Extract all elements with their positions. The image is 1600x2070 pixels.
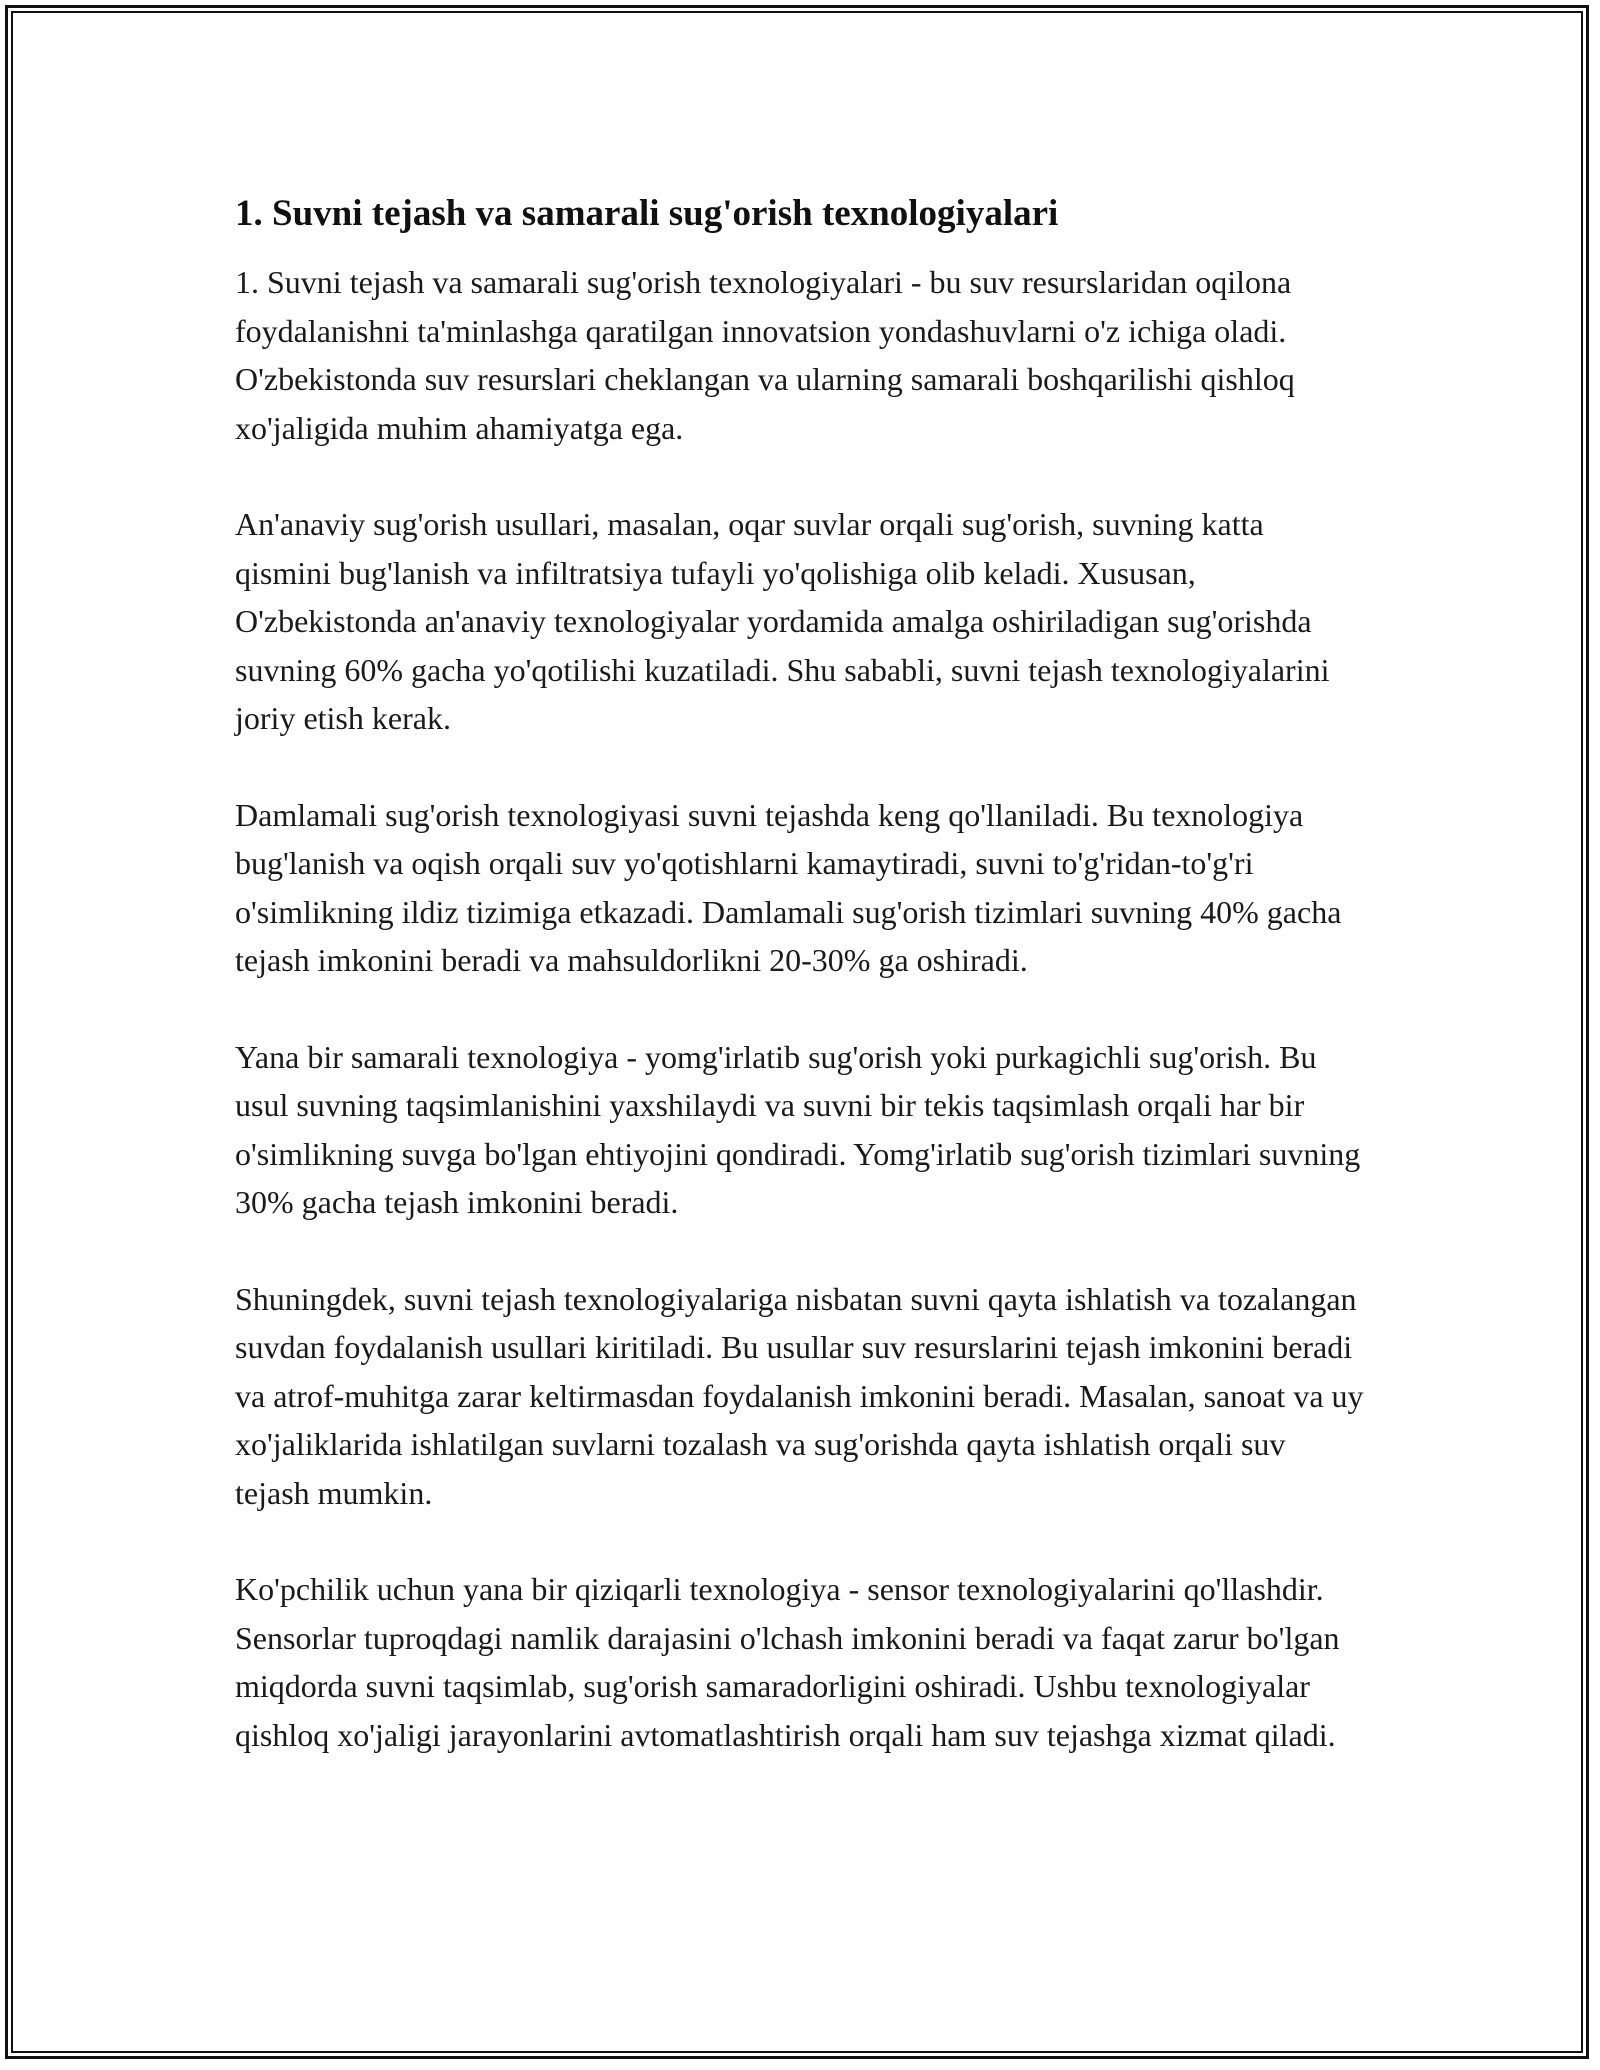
paragraph-3: Damlamali sug'orish texnologiyasi suvni tejashda keng qo'llaniladi. Bu texnologiya bug'lanish va oqish orqali suv yo'qotishlarni kamaytiradi, suvni to'g'ridan-to'g'ri o'simlikning ildiz tizimiga etkazadi. Damlamali sug'orish tizimlari suvning 40% gacha tejash imkonini beradi va mahsuldorlikni 20-30% ga oshiradi. bbox=[235, 796, 1342, 978]
paragraph-5: Shuningdek, suvni tejash texnologiyalariga nisbatan suvni qayta ishlatish va tozalangan suvdan foydalanish usullari kiritiladi. Bu usullar suv resurslarini tejash imkonini beradi va atrof-muhitga zarar keltirmasdan foydalanish imkonini beradi. Masalan, sanoat va uy xo'jaliklarida ishlatilgan suvlarni tozalash va sug'orishda qayta ishlatish orqali suv tejash mumkin. bbox=[235, 1280, 1364, 1511]
paragraph-2: An'anaviy sug'orish usullari, masalan, oqar suvlar orqali sug'orish, suvning katta qismini bug'lanish va infiltratsiya tufayli yo'qolishiga olib keladi. Xususan, O'zbekistonda an'anaviy texnologiyalar yordamida amalga oshiriladigan sug'orishda suvning 60% gacha yo'qotilishi kuzatiladi. Shu sababli, suvni tejash texnologiyalarini joriy etish kerak. bbox=[235, 506, 1330, 736]
paragraph-4: Yana bir samarali texnologiya - yomg'irlatib sug'orish yoki purkagichli sug'orish. Bu usul suvning taqsimlanishini yaxshilaydi va suvni bir tekis taqsimlash orqali har bir o'simlikning suvga bo'lgan ehtiyojini qondiradi. Yomg'irlatib sug'orish tizimlari suvning 30% gacha tejash imkonini beradi. bbox=[235, 1038, 1361, 1220]
document-body bbox=[235, 188, 1365, 1807]
paragraph-6: Ko'pchilik uchun yana bir qiziqarli texnologiya - sensor texnologiyalarini qo'llashdir. Sensorlar tuproqdagi namlik darajasini o'lchash imkonini beradi va faqat zarur bo'lgan miqdorda suvni taqsimlab, sug'orish samaradorligini oshiradi. Ushbu texnologiyalar qishloq xo'jaligi jarayonlarini avtomatlashtirish orqali ham suv tejashga xizmat qiladi. bbox=[235, 1571, 1340, 1753]
document-title: 1. Suvni tejash va samarali sug'orish texnologiyalari bbox=[235, 193, 1059, 234]
paragraph-1: 1. Suvni tejash va samarali sug'orish texnologiyalari - bu suv resurslaridan oqilona foydalanishni ta'minlashga qaratilgan innovatsion yondashuvlarni o'z ichiga oladi. O'zbekistonda suv resurslari cheklangan va ularning samarali boshqarilishi qishloq xo'jaligida muhim ahamiyatga ega. bbox=[235, 264, 1295, 446]
